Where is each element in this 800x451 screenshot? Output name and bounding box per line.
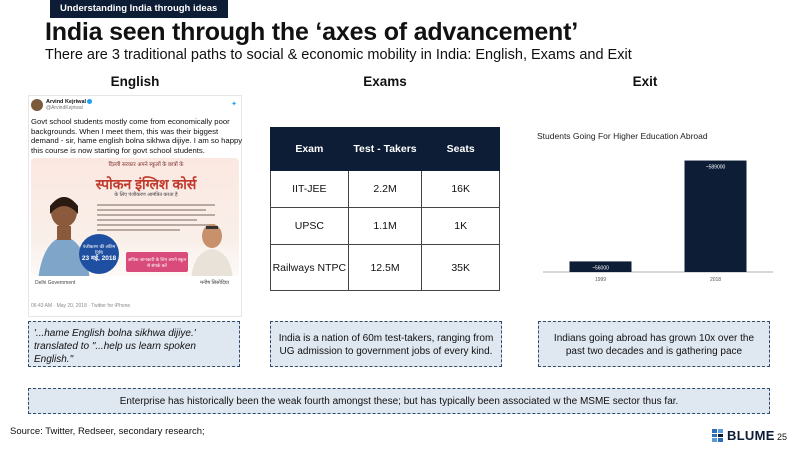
table-cell-exam: UPSC: [271, 208, 349, 245]
chart-tick-label: 2018: [709, 277, 722, 283]
table-header-test-takers: Test - Takers: [348, 128, 422, 171]
table-cell-test-takers: 12.5M: [348, 245, 422, 291]
slide-title: India seen through the ‘axes of advancement’: [45, 18, 578, 46]
chart-tick-label: 1999: [594, 277, 607, 283]
tweet-text: Govt school students mostly come from economically poor backgrounds. When I meet them, this was their biggest demand - sir, hame english bolna sikhwa dijiye. I am so happy this course is now starting for govt school students.: [31, 117, 243, 155]
chart-data-label: ~56000: [592, 265, 609, 272]
tweet-author-handle: @ArvindKejriwal: [46, 105, 83, 111]
column-heading-exit: Exit: [632, 74, 658, 89]
table-cell-test-takers: 1.1M: [348, 208, 422, 245]
registration-date-badge: पंजीकरण की अंतिम तिथि 23 मई, 2018: [79, 234, 119, 274]
column-heading-english: English: [110, 74, 160, 89]
table-cell-exam: Railways NTPC: [271, 245, 349, 291]
chart-bar: [685, 161, 747, 272]
tweet-poster-image: [31, 158, 239, 294]
twitter-bird-icon: ✦: [231, 101, 237, 108]
page-number: 25: [777, 432, 788, 442]
table-cell-seats: 35K: [422, 245, 500, 291]
slide-subtitle: There are 3 traditional paths to social & economic mobility in India: English, Exams and Exit: [45, 47, 632, 63]
exit-note-box: Indians going abroad has grown 10x over the past two decades and is gathering pace: [538, 321, 770, 367]
poster-footer-right: मनीष सिसोदिया: [200, 280, 229, 286]
table-cell-test-takers: 2.2M: [348, 171, 422, 208]
table-cell-exam: IIT-JEE: [271, 171, 349, 208]
tweet-header: [31, 99, 92, 111]
table-row: [271, 245, 500, 291]
poster-banner: अधिक जानकारी के लिए अपने स्कूल से संपर्क करें: [126, 252, 188, 272]
exams-table: [270, 127, 500, 291]
section-tag: Understanding India through ideas: [50, 0, 228, 18]
enterprise-note-box: Enterprise has historically been the weak fourth amongst these; but has typically been associated w the MSME sector thus far.: [28, 388, 770, 414]
source-note: Source: Twitter, Redseer, secondary research;: [10, 426, 205, 437]
blume-logo-text: BLUME: [727, 428, 775, 443]
table-cell-seats: 16K: [422, 171, 500, 208]
blume-logo: [712, 428, 775, 443]
poster-footer-left: Delhi Government: [35, 280, 76, 286]
chart-data-label: ~589000: [705, 164, 726, 171]
english-quote-box: '...hame English bolna sikhwa dijiye.' translated to "...help us learn spoken English.": [28, 321, 240, 367]
tweet-screenshot: [28, 95, 242, 317]
blume-logo-icon: [712, 429, 724, 442]
table-header-row: [271, 128, 500, 171]
table-row: [271, 171, 500, 208]
exams-note-box: India is a nation of 60m test-takers, ranging from UG admission to government jobs of every kind.: [270, 321, 502, 367]
table-cell-seats: 1K: [422, 208, 500, 245]
avatar: [31, 99, 43, 111]
tweet-author-name: Arvind Kejriwal: [46, 99, 92, 105]
table-header-seats: Seats: [422, 128, 500, 171]
column-heading-exams: Exams: [363, 74, 407, 89]
poster-footer: [31, 276, 239, 294]
poster-small-text: दिल्ली सरकार अपने स्कूलों के छात्रों के: [108, 162, 184, 168]
students-abroad-chart: [535, 127, 780, 292]
verified-badge-icon: [87, 99, 92, 104]
poster-title: स्पोकन इंग्लिश कोर्स: [95, 176, 197, 192]
minister-photo: [189, 218, 235, 280]
chart-title: Students Going For Higher Education Abroad: [537, 131, 708, 141]
tweet-timestamp: 06:43 AM · May 20, 2018 · Twitter for iPhone: [31, 303, 131, 309]
table-row: [271, 208, 500, 245]
table-header-exam: Exam: [271, 128, 349, 171]
poster-subtitle: के लिए पंजीकरण आमंत्रित करता है: [114, 192, 178, 198]
